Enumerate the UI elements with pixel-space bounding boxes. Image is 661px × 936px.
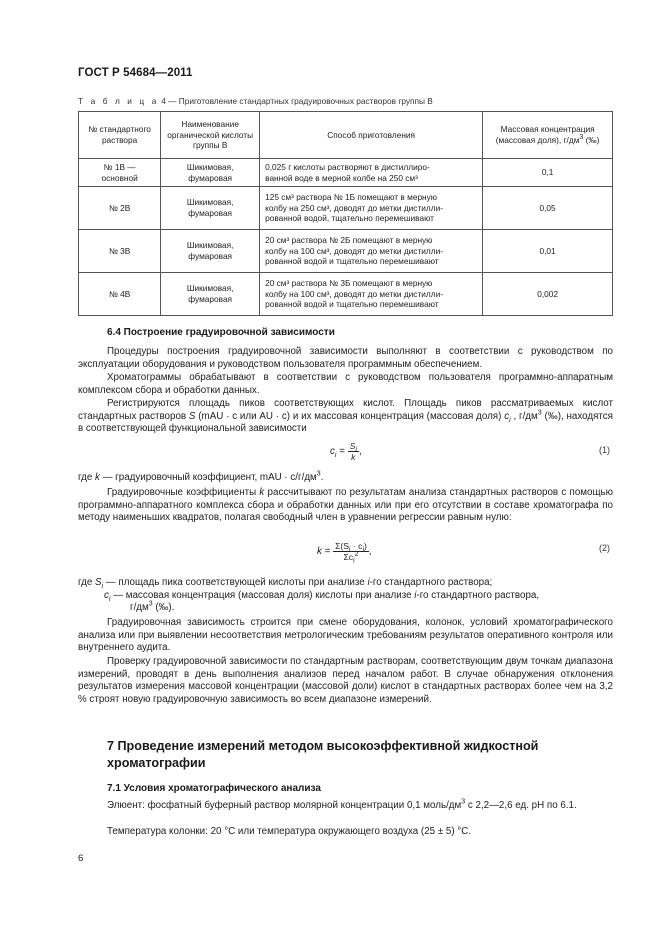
paragraph: Температура колонки: 20 °С или температура окружающего воздуха (25 ± 5) °С. — [107, 826, 472, 837]
column-header-concentration: Массовая концентрация (массовая доля), $г/дм^3$ (‰) — [483, 112, 613, 159]
paragraph: Градуировочная зависимость строится при смене оборудования, колонок, условий хроматографического анализа или при выявлении несоответствия метрологическим требованиям результатов оперативного контроля или внутреннего аудита. — [78, 617, 613, 654]
column-header-method: Способ приготовления — [260, 112, 483, 159]
where-line-ci: $c_i$ — массовая концентрация (массовая доля) кислоты при анализе i-го стандартного раствора, — [104, 590, 540, 603]
column-header-solution-number: № стандартного раствора — [79, 112, 161, 159]
section-heading-7-1: 7.1 Условия хроматографического анализа — [107, 783, 321, 794]
paragraph: Проверку градуировочной зависимости по стандартным растворам, соответствующим двум точкам диапазона измерений, проводят в день выполнения анализов перед началом работ. В случае обнаружения отклонения результатов измерения массовой концентрации (массовой доли) кислот в стандартных растворах более чем на 3,2 % строят новую градуировочную зависимость во всем диапазоне измерений. — [78, 656, 613, 705]
cell-acid-name: Шикимовая, фумаровая — [161, 230, 260, 273]
cell-method: 20 см³ раствора № 3Б помещают в мерную колбу на 100 см³, доводят до метки дистилли- рованной водой и тщательно перемешивают — [260, 273, 483, 316]
cell-solution-number: № 3В — [79, 230, 161, 273]
cell-concentration: 0,1 — [483, 159, 613, 187]
column-header-acid-name: Наименование органической кислоты группы В — [161, 112, 260, 159]
paragraph: Хроматограммы обрабатывают в соответствии с руководством пользователя программно-аппаратным комплексом сбора и обработки данных. — [78, 372, 613, 396]
cell-acid-name: Шикимовая, фумаровая — [161, 159, 260, 187]
equation-number-1: (1) — [599, 445, 610, 455]
document-id: ГОСТ Р 54684—2011 — [78, 67, 193, 79]
section-heading-6-4: 6.4 Построение градуировочной зависимости — [107, 327, 335, 338]
cell-solution-number: № 4В — [79, 273, 161, 316]
cell-solution-number: № 2В — [79, 187, 161, 230]
table-row — [79, 273, 613, 316]
page-number: 6 — [78, 853, 84, 864]
table-caption-text: 4 — Приготовление стандартных градуировочных растворов группы В — [161, 96, 433, 106]
where-line-ci-units: $г/дм^3$ (‰). — [130, 600, 175, 613]
paragraph: Элюент: фосфатный буферный раствор молярной концентрации 0,1 моль/$дм^3$ с 2,2—2,6 ед. pH по 6.1. — [107, 798, 577, 811]
paragraph: Регистрируются площадь пиков соответствующих кислот. Площадь пиков рассматриваемых кислот стандартных растворов S (mAU · c или AU · c) и их массовая концентрация (массовая доля) $c_i$ , $г/дм^3$ (‰), находятся в соответствующей функциональной зависимости — [78, 398, 613, 435]
paragraph: где k — градуировочный коэффициент, mAU · $c/г/дм^3$. — [78, 470, 324, 483]
paragraph: Процедуры построения градуировочной зависимости выполняют в соответствии с руководством по эксплуатации оборудования и руководством пользователя программным обеспечением. — [78, 346, 613, 370]
formula-2: k = $\frac{\Sigma(S_i \cdot c_i)}{\Sigma c_i^2}$ , — [317, 541, 372, 565]
cell-acid-name: Шикимовая, фумаровая — [161, 187, 260, 230]
table-caption-label: Т а б л и ц а — [78, 96, 159, 106]
table-row — [79, 159, 613, 187]
preparation-table — [78, 111, 613, 316]
table-header-row — [79, 112, 613, 159]
formula-1: $c_i$ = $\frac{S_i}{k}$ , — [330, 441, 362, 462]
cell-concentration: 0,002 — [483, 273, 613, 316]
table-caption — [78, 96, 433, 106]
paragraph: Градуировочные коэффициенты k рассчитывают по результатам анализа стандартных растворов с помощью программно-аппаратного комплекса сбора и обработки данных или при его отсутствии в составе хроматографа по методу наименьших квадратов, полагая свободный член в уравнении регрессии равным нулю: — [78, 487, 613, 524]
table-row — [79, 230, 613, 273]
cell-acid-name: Шикимовая, фумаровая — [161, 273, 260, 316]
cell-method: 125 см³ раствора № 1Б помещают в мерную колбу на 250 см³, доводят до метки дистилли- рованной водой, тщательно перемешивают — [260, 187, 483, 230]
cell-method: 0,025 г кислоты растворяют в дистиллиро- ванной воде в мерной колбе на 250 см³ — [260, 159, 483, 187]
cell-concentration: 0,05 — [483, 187, 613, 230]
where-line-si: где $S_i$ — площадь пика соответствующей кислоты при анализе i-го стандартного раствора; — [78, 577, 493, 590]
equation-number-2: (2) — [599, 543, 610, 553]
cell-concentration: 0,01 — [483, 230, 613, 273]
table-row — [79, 187, 613, 230]
cell-method: 20 см³ раствора № 2Б помещают в мерную колбу на 100 см³, доводят до метки дистилли- рованной водой и тщательно перемешивают — [260, 230, 483, 273]
cell-solution-number: № 1В — основной — [79, 159, 161, 187]
section-heading-7: 7 Проведение измерений методом высокоэффективной жидкостной хроматографии — [107, 739, 539, 770]
